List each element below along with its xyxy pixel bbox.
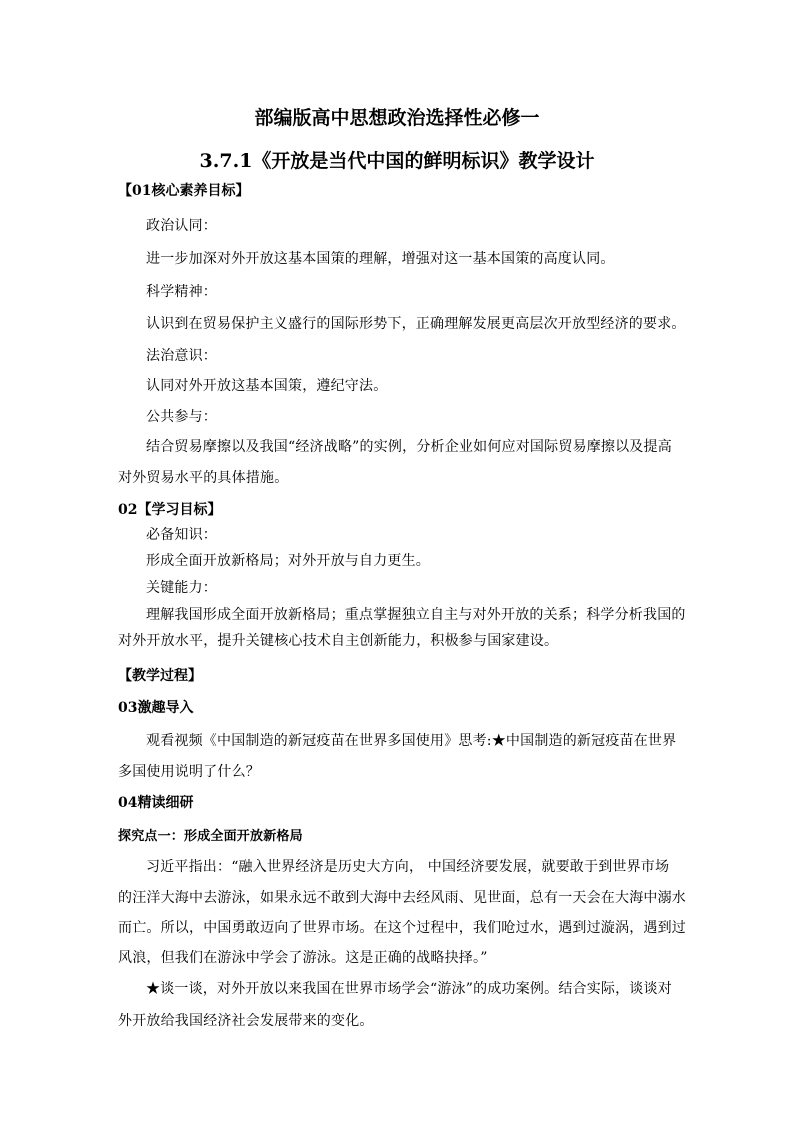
text-line: ★谈一谈，对外开放以来我国在世界市场学会“游泳”的成功案例。结合实际，谈谈对 (146, 981, 672, 997)
text-line: 必备知识： (146, 527, 217, 543)
text-line: 公共参与： (146, 409, 217, 425)
subheading-inquiry-point-1: 探究点一：形成全面开放新格局 (118, 829, 303, 844)
text-line: 形成全面开放新格局；对外开放与自力更生。 (146, 553, 430, 569)
text-line: 认识到在贸易保护主义盛行的国际形势下，正确理解发展更高层次开放型经济的要求。 (146, 316, 686, 332)
text-line: 对外开放水平，提升关键核心技术自主创新能力，积极参与国家建设。 (118, 633, 559, 649)
text-line: 法治意识： (146, 348, 217, 364)
text-line: 外开放给我国经济社会发展带来的变化。 (118, 1013, 374, 1029)
text-line: 观看视频《中国制造的新冠疫苗在世界多国使用》思考:★中国制造的新冠疫苗在世界 (146, 733, 677, 749)
section-heading-teaching-process: 【教学过程】 (118, 668, 202, 684)
section-heading-close-reading: 04精读细研 (118, 795, 194, 811)
text-line: 多国使用说明了什么？ (118, 764, 260, 780)
text-line: 政治认同： (146, 218, 217, 234)
text-line: 而亡。所以，中国勇敢迈向了世界市场。在这个过程中，我们呛过水，遇到过漩涡，遇到过 (118, 920, 686, 936)
section-heading-core-literacy: 【01核心素养目标】 (118, 183, 250, 199)
text-line: 理解我国形成全面开放新格局；重点掌握独立自主与对外开放的关系；科学分析我国的 (146, 607, 686, 623)
section-heading-learning-goals: 02【学习目标】 (118, 502, 222, 518)
text-line: 关键能力： (146, 580, 217, 596)
document-title-line2: 3.7.1《开放是当代中国的鲜明标识》教学设计 (199, 150, 595, 172)
text-line: 结合贸易摩擦以及我国“经济战略”的实例，分析企业如何应对国际贸易摩擦以及提高 (146, 439, 672, 455)
section-heading-warmup: 03激趣导入 (118, 700, 194, 716)
document-title-line1: 部编版高中思想政治选择性必修一 (254, 107, 540, 129)
text-line: 对外贸易水平的具体措施。 (118, 470, 289, 486)
text-line: 的汪洋大海中去游泳，如果永远不敢到大海中去经风雨、见世面，总有一天会在大海中溺水 (118, 890, 686, 906)
text-line: 进一步加深对外开放这基本国策的理解，增强对这一基本国策的高度认同。 (146, 251, 615, 267)
text-line: 习近平指出：“融入世界经济是历史大方向， 中国经济要发展，就要敢于到世界市场 (146, 859, 670, 875)
text-line: 风浪，但我们在游泳中学会了游泳。这是正确的战略抉择。” (118, 950, 488, 966)
text-line: 科学精神： (146, 284, 217, 300)
text-line: 认同对外开放这基本国策，遵纪守法。 (146, 378, 388, 394)
